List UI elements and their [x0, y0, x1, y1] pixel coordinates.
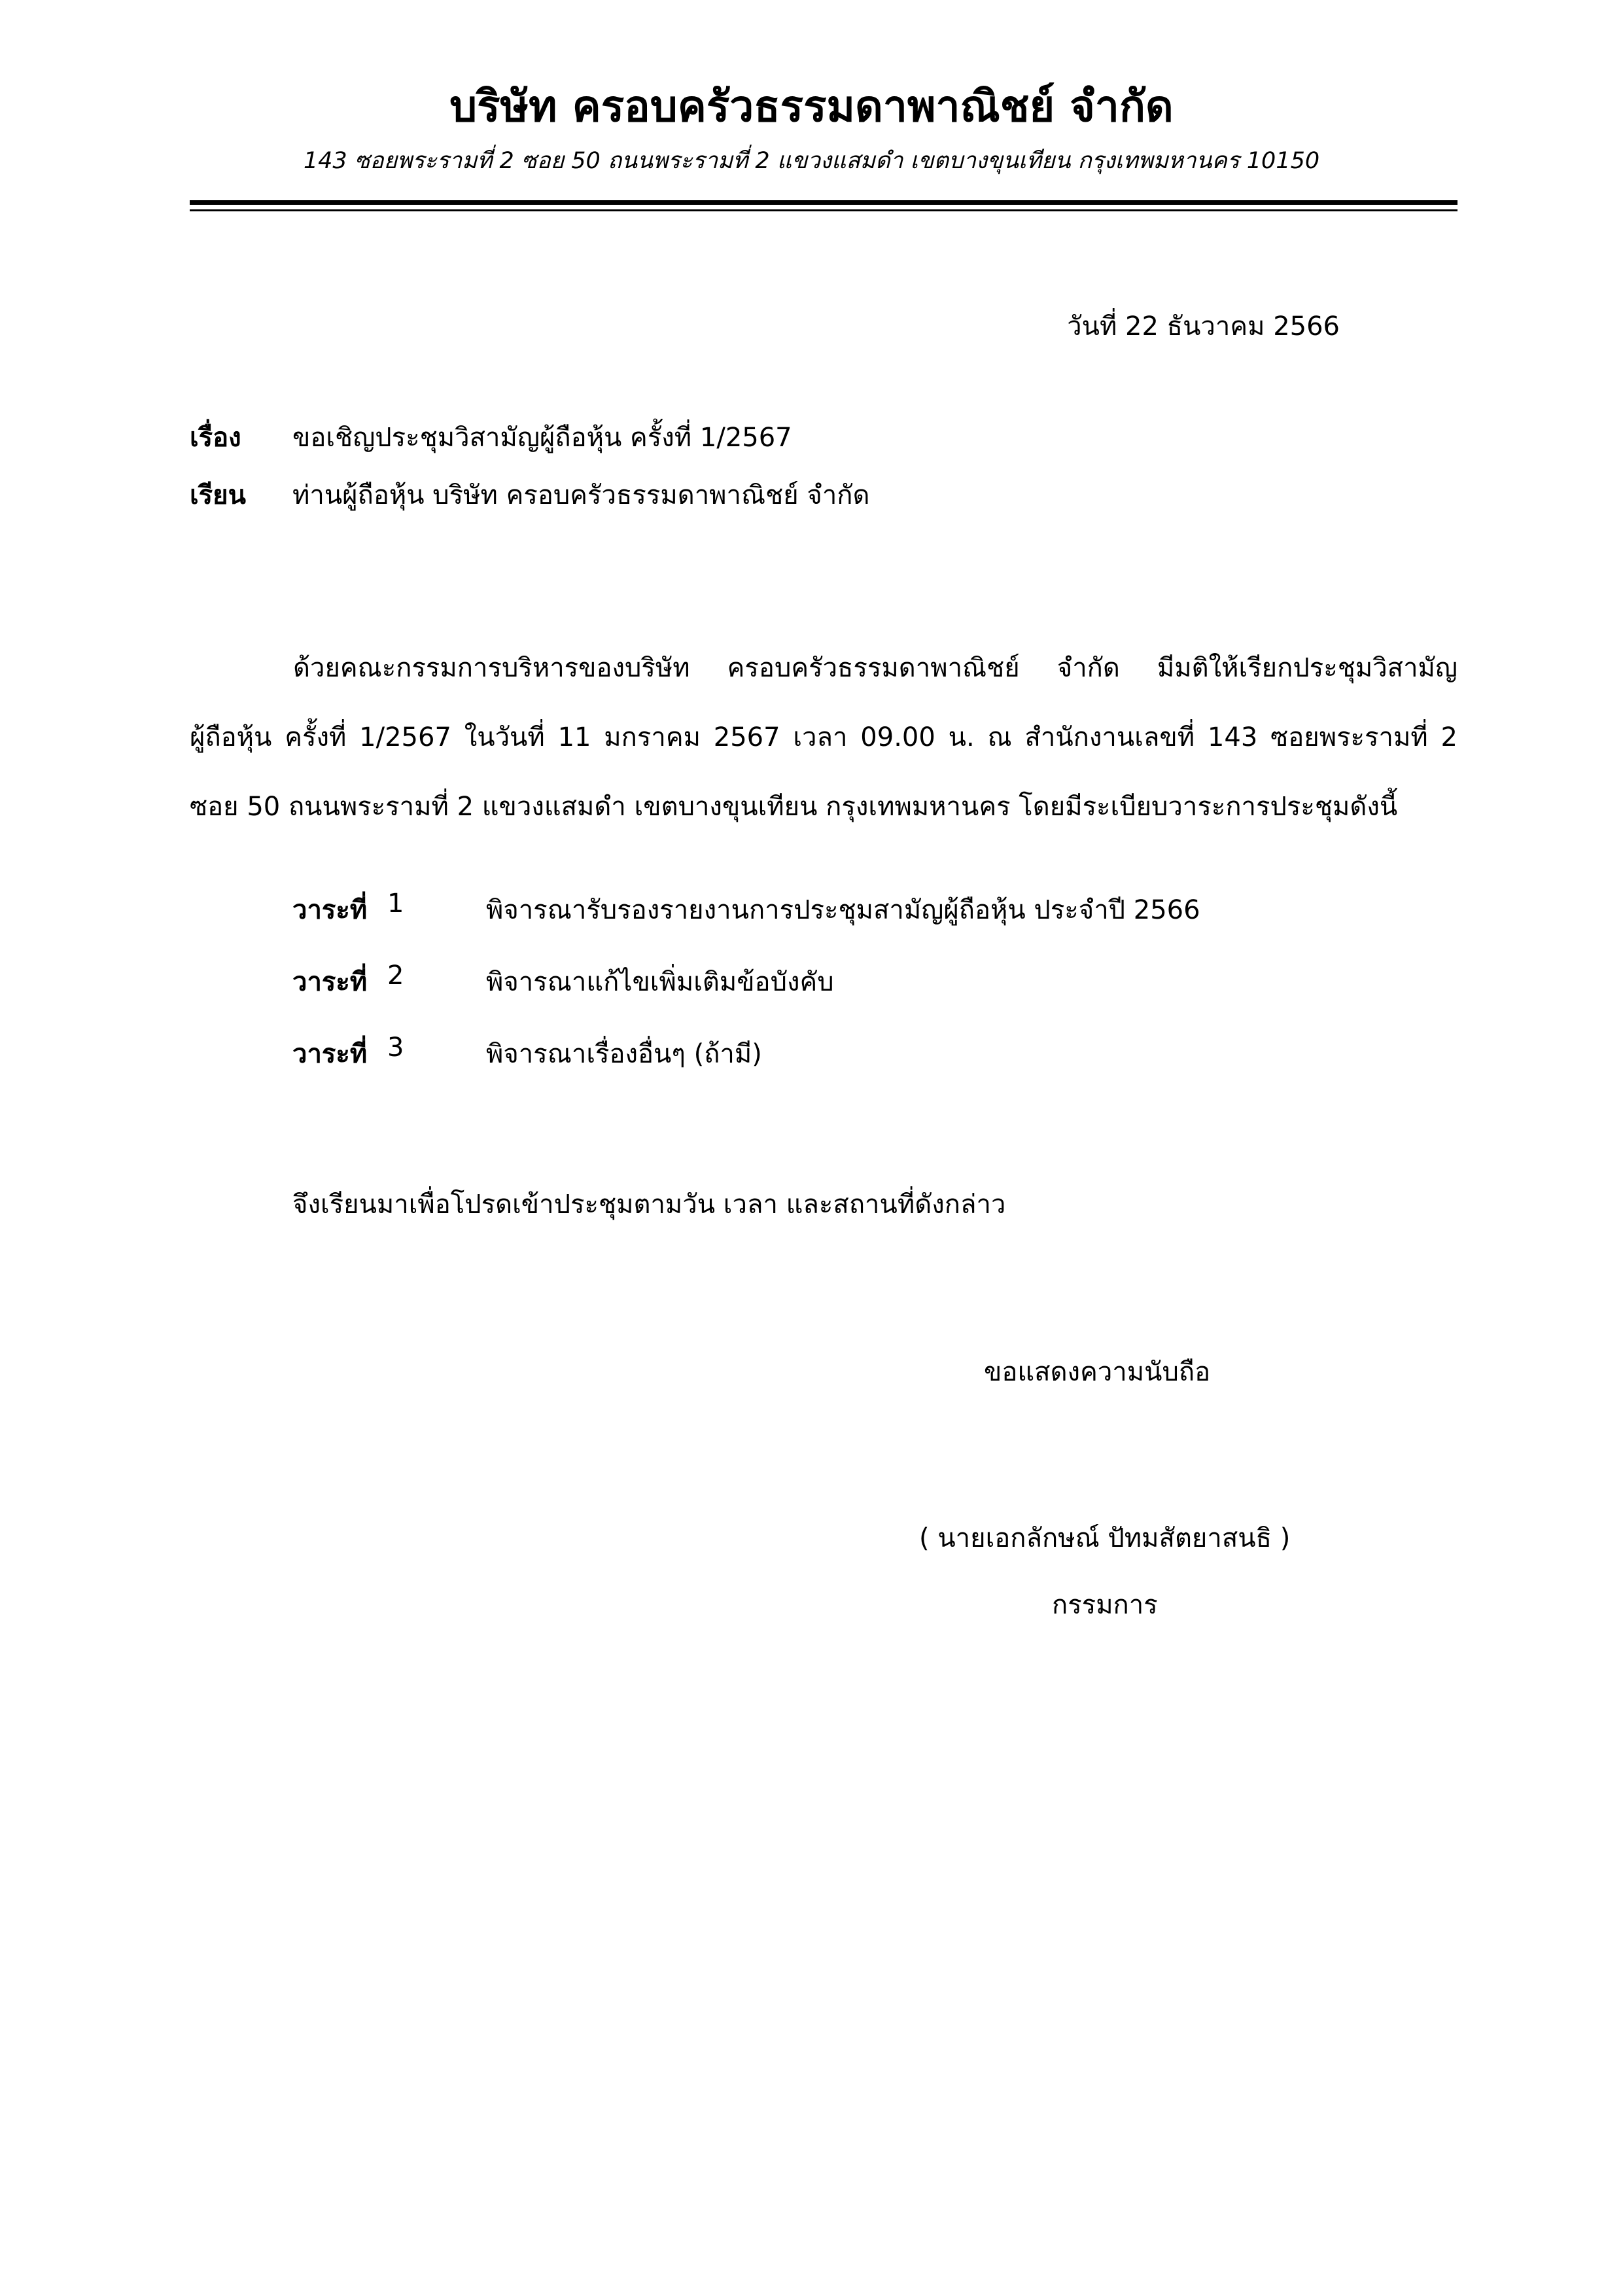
company-name: บริษัท ครอบครัวธรรมดาพาณิชย์ จำกัด	[449, 81, 1174, 132]
company-address: 143 ซอยพระรามที่ 2 ซอย 50 ถนนพระรามที่ 2 แขวงแสมดำ เขตบางขุนเทียน กรุงเทพมหานคร 10150	[303, 148, 1320, 174]
body-paragraph	[190, 633, 1457, 841]
agenda-item-text: พิจารณาแก้ไขเพิ่มเติมข้อบังคับ	[486, 967, 834, 997]
recipient-value: ท่านผู้ถือหุ้น บริษัท ครอบครัวธรรมดาพาณิชย์ จำกัด	[292, 480, 870, 510]
agenda-label: วาระที่	[292, 1039, 368, 1069]
header-divider-thick	[190, 200, 1457, 205]
signer-name: ( นายเอกลักษณ์ ปัทมสัตยาสนธิ )	[919, 1523, 1291, 1553]
agenda-number: 3	[387, 1033, 404, 1063]
agenda-label: วาระที่	[292, 967, 368, 997]
closing-sentence: จึงเรียนมาเพื่อโปรดเข้าประชุมตามวัน เวลา และสถานที่ดังกล่าว	[292, 1190, 1006, 1220]
signer-position: กรรมการ	[1052, 1590, 1158, 1620]
body-line: ด้วยคณะกรรมการบริหารของบริษัท ครอบครัวธรรมดาพาณิชย์ จำกัด มีมติให้เรียกประชุมวิสามัญ	[293, 653, 1457, 683]
complimentary-close: ขอแสดงความนับถือ	[984, 1357, 1211, 1387]
agenda-number: 1	[387, 889, 404, 919]
subject-label: เรื่อง	[190, 423, 241, 453]
body-line: ซอย 50 ถนนพระรามที่ 2 แขวงแสมดำ เขตบางขุนเทียน กรุงเทพมหานคร โดยมีระเบียบวาระการประชุมดังนี้	[190, 792, 1398, 822]
recipient-label: เรียน	[190, 480, 246, 510]
header-divider-thin	[190, 209, 1457, 211]
subject-value: ขอเชิญประชุมวิสามัญผู้ถือหุ้น ครั้งที่ 1/2567	[292, 423, 792, 453]
body-line: ผู้ถือหุ้น ครั้งที่ 1/2567 ในวันที่ 11 มกราคม 2567 เวลา 09.00 น. ณ สำนักงานเลขที่ 143 ซอยพระรามที่ 2	[190, 722, 1457, 752]
agenda-number: 2	[387, 961, 404, 991]
agenda-item-text: พิจารณารับรองรายงานการประชุมสามัญผู้ถือหุ้น ประจำปี 2566	[486, 895, 1200, 925]
letter-date: วันที่ 22 ธันวาคม 2566	[1067, 311, 1340, 342]
agenda-label: วาระที่	[292, 895, 368, 925]
agenda-item-text: พิจารณาเรื่องอื่นๆ (ถ้ามี)	[486, 1039, 762, 1069]
